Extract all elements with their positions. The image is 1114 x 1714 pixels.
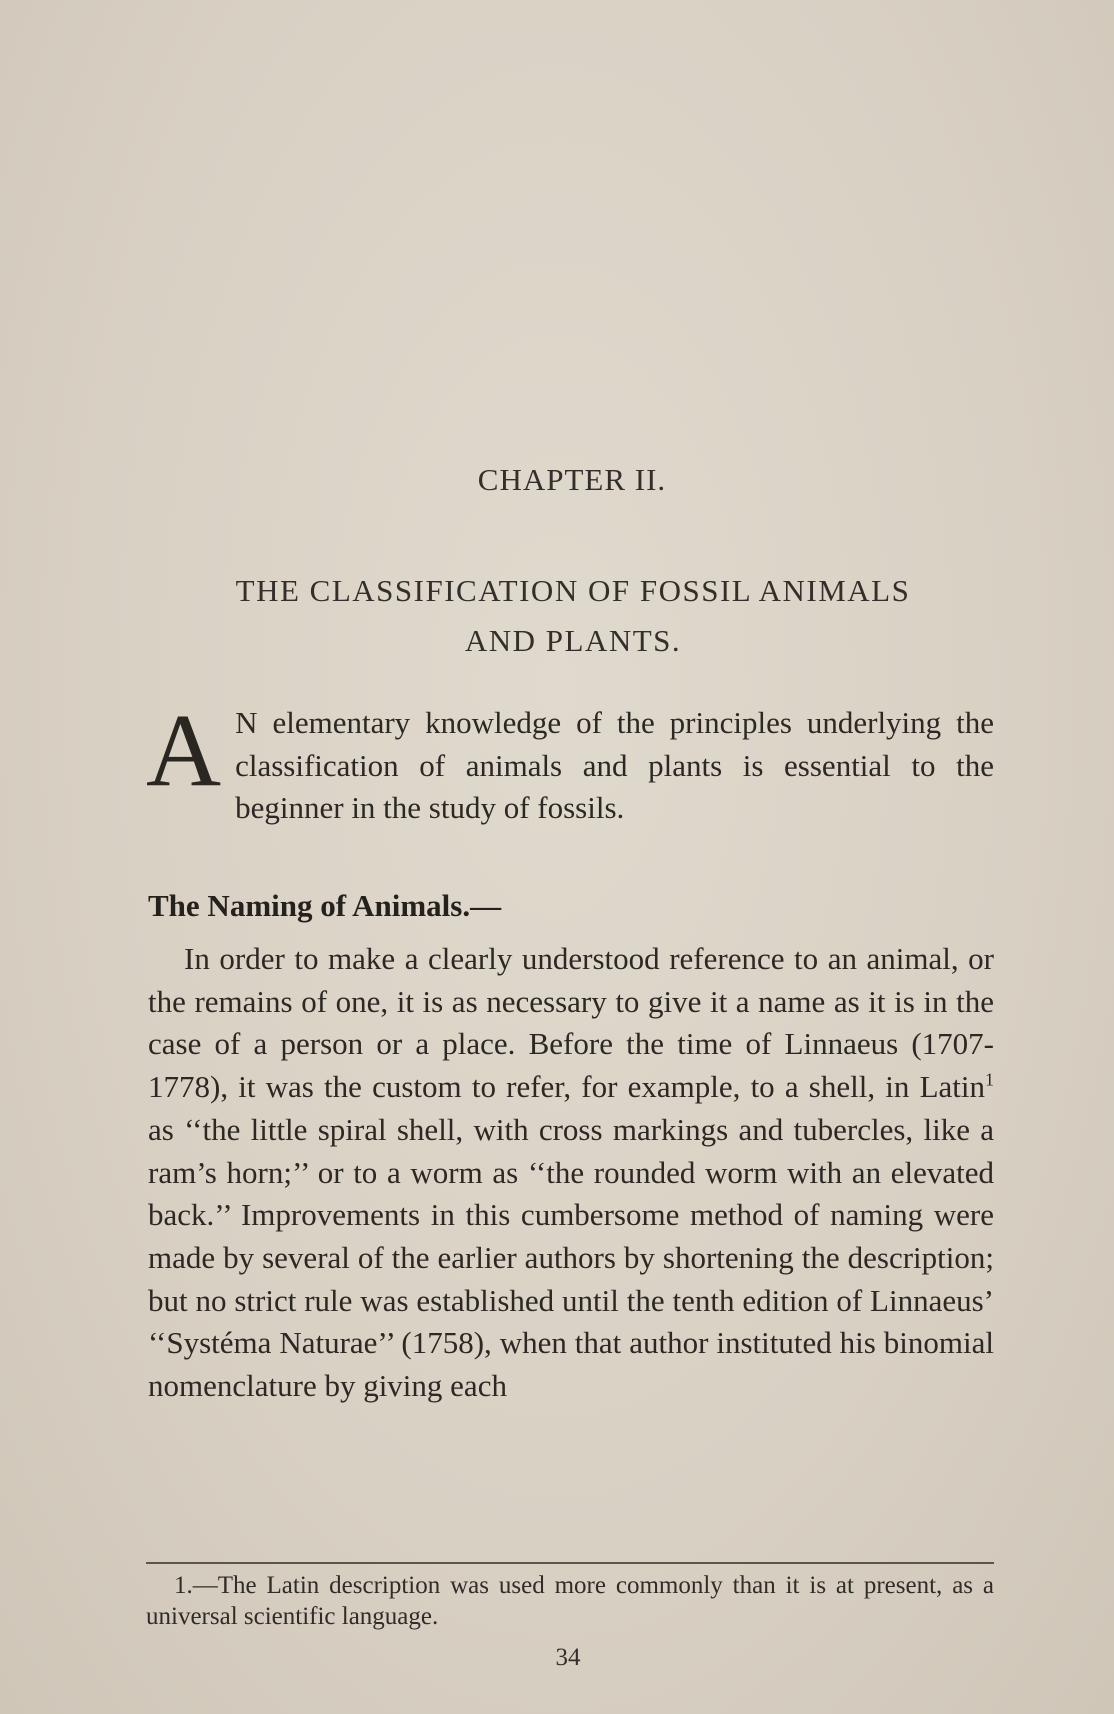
chapter-title — [140, 566, 1006, 666]
section-heading: The Naming of Animals.— — [148, 888, 502, 923]
body-text-part1: In order to make a clearly understood reference to an animal, or the remains of one, it is as necessary to give it a name as it is in the case of a person or a place. Before the time of Linnaeus (1707-1778), it was the custom to refer, for example, to a shell, in Latin — [148, 941, 994, 1105]
footnote: 1.—The Latin description was used more commonly than it is at present, as a universal scientific language. — [146, 1572, 994, 1630]
chapter-label: CHAPTER II. — [477, 462, 667, 497]
drop-cap: A — [146, 693, 222, 808]
chapter-title-line2: AND PLANTS. — [464, 623, 682, 658]
body-paragraph — [148, 938, 994, 1408]
body-text-part2: as ‘‘the little spiral shell, with cross markings and tubercles, like a ram’s horn;’’ or to a worm as ‘‘the rounded worm with an elevated back.’’ Improvements in this cumbersome method of naming were made by several of the earlier authors by shortening the description; but no strict rule was established until the tenth edition of Linnaeus’ ‘‘Systéma Naturae’’ (1758), when that author instituted his binomial nomenclature by giving each — [148, 1111, 994, 1404]
footnote-divider — [146, 1562, 994, 1564]
chapter-title-line1: THE CLASSIFICATION OF FOSSIL ANIMALS — [235, 573, 911, 608]
intro-text: N elementary knowledge of the principles underlying the classification of animals and plants is essential to the beginner in the study of fossils. — [235, 705, 994, 826]
footnote-reference: 1 — [985, 1069, 994, 1090]
intro-paragraph — [146, 693, 994, 830]
page-number: 34 — [555, 1644, 581, 1671]
